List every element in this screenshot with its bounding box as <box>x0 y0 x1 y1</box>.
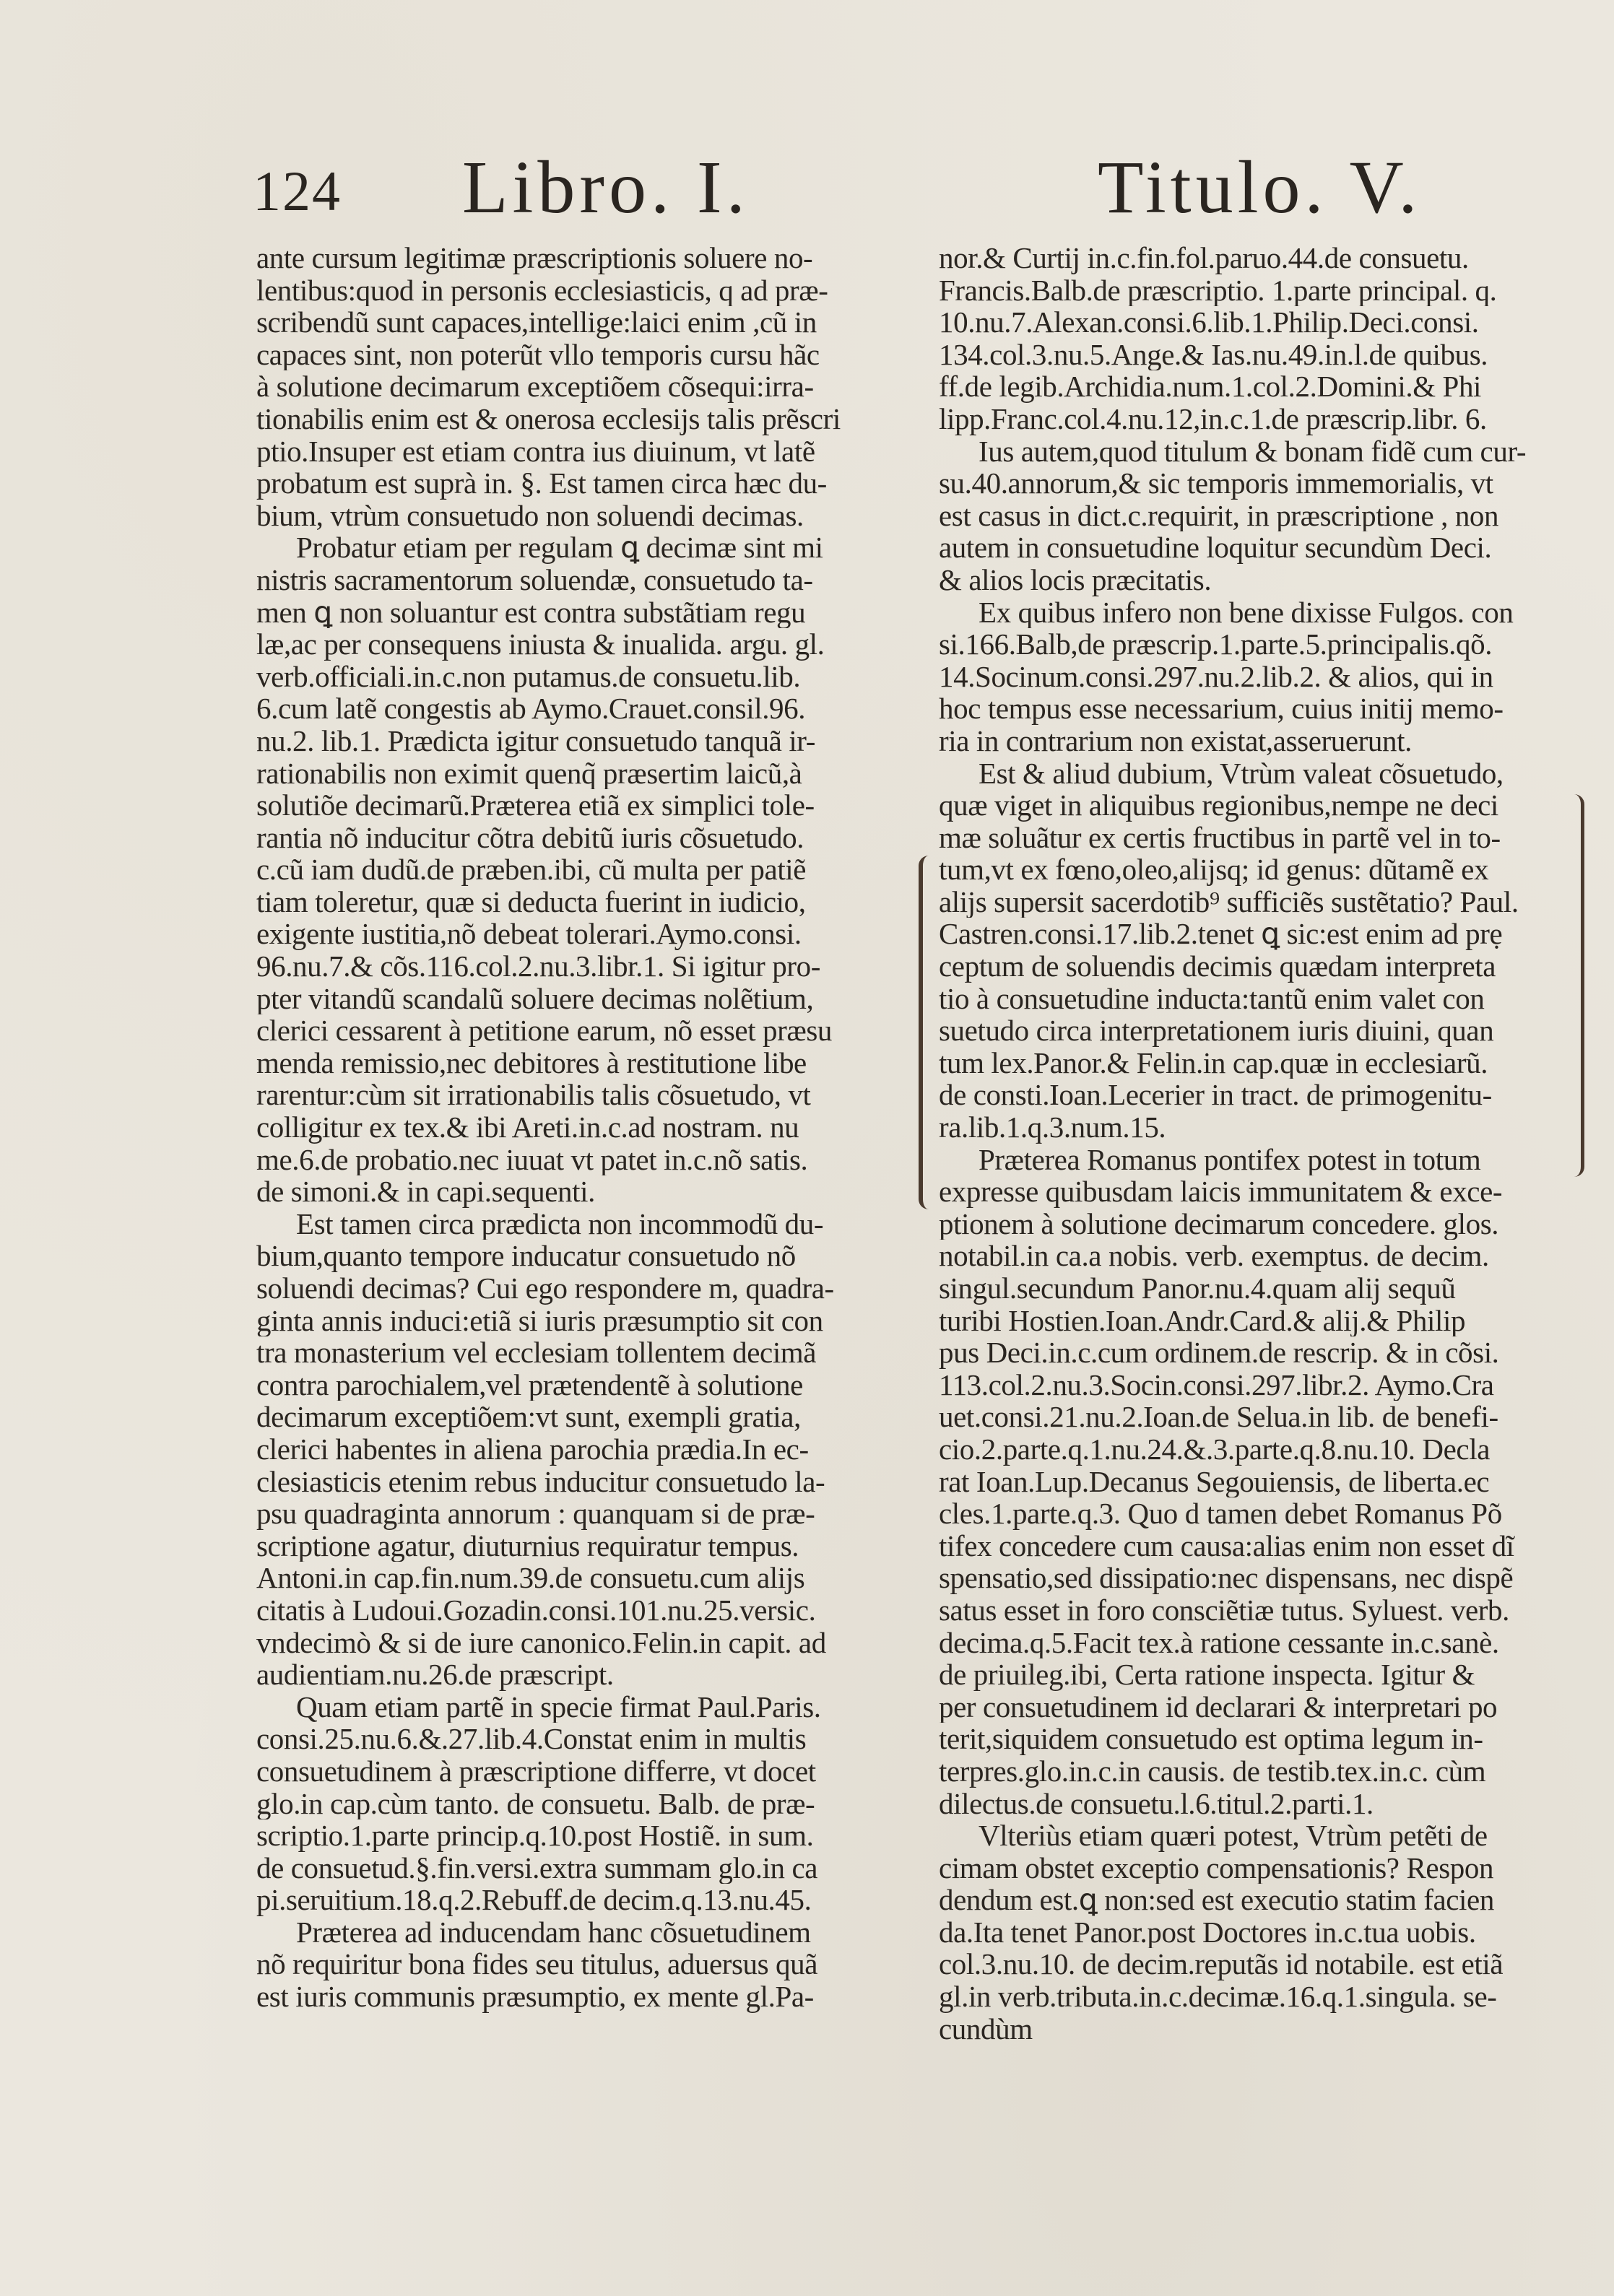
text-line: scriptio.1.parte princip.q.10.post Hostiẽ. in sum. <box>256 1819 814 1852</box>
text-line: tiam toleretur, quæ si deducta fuerint in iudicio, <box>256 885 806 918</box>
text-line: consi.25.nu.6.&.27.lib.4.Constat enim in multis <box>256 1723 807 1755</box>
text-line: Probatur etiam per regulam ꝗ decimæ sint mi <box>296 531 823 564</box>
text-line: ra.lib.1.q.3.num.15. <box>939 1111 1166 1144</box>
text-line: tum lex.Panor.& Felin.in cap.quæ in ecclesiarũ. <box>939 1046 1488 1079</box>
text-line: rationabilis non eximit quenq̃ præsertim laicũ,à <box>256 757 802 790</box>
marginal-bracket-mark-right <box>1571 794 1584 1177</box>
text-line: clerici habentes in aliena parochia prædia.In ec- <box>256 1432 809 1466</box>
text-line: uet.consi.21.nu.2.Ioan.de Selua.in lib. de benefi- <box>939 1401 1498 1433</box>
text-line: à solutione decimarum exceptiõem cõsequi:irra- <box>256 370 814 403</box>
text-line: colligitur ex tex.& ibi Areti.in.c.ad nostram. nu <box>256 1111 799 1144</box>
text-line: su.40.annorum,& sic temporis immemorialis, vt <box>939 467 1493 500</box>
text-line: autem in consuetudine loquitur secundùm Deci. <box>939 531 1492 564</box>
text-line: Est tamen circa prædicta non incommodũ du- <box>296 1207 824 1240</box>
text-line: rantia nõ inducitur cõtra debitũ iuris cõsuetudo. <box>256 821 804 854</box>
text-line: citatis à Ludoui.Gozadin.consi.101.nu.25.versic. <box>256 1593 816 1627</box>
text-line: solutiõe decimarũ.Præterea etiã ex simplici tole- <box>256 789 815 822</box>
text-line: de simoni.& in capi.sequenti. <box>256 1175 595 1208</box>
text-line: Ius autem,quod titulum & bonam fidẽ cum cur- <box>979 435 1527 468</box>
text-line: glo.in cap.cùm tanto. de consuetu. Balb. de præ- <box>256 1787 815 1820</box>
text-line: cundùm <box>939 2012 1033 2045</box>
text-line: psu quadraginta annorum : quanquam si de præ- <box>256 1497 815 1530</box>
text-line: tum,vt ex fœno,oleo,alijsq; id genus: dũtamẽ ex <box>939 853 1489 886</box>
text-line: nistris sacramentorum soluendæ, consuetudo ta- <box>256 563 813 596</box>
text-line: decimarum exceptiõem:vt sunt, exempli gratia, <box>256 1401 801 1433</box>
text-line: exigente iustitia,nõ debeat tolerari.Aymo.consi. <box>256 918 802 951</box>
text-line: Vlteriùs etiam quæri potest, Vtrùm petẽti de <box>979 1819 1488 1852</box>
text-line: Quam etiam partẽ in specie firmat Paul.Paris. <box>296 1690 821 1723</box>
text-line: Francis.Balb.de præscriptio. 1.parte principal. q. <box>939 274 1497 307</box>
text-line: cles.1.parte.q.3. Quo d tamen debet Romanus Põ <box>939 1497 1502 1530</box>
text-line: læ,ac per consequens iniusta & inualida. argu. gl. <box>256 628 825 661</box>
text-line: nu.2. lib.1. Prædicta igitur consuetudo tanquã ir- <box>256 724 815 757</box>
running-head-book: Libro. I. <box>462 146 750 229</box>
text-line: tifex concedere cum causa:alias enim non esset dĩ <box>939 1529 1514 1562</box>
text-line: decima.q.5.Facit tex.à ratione cessante in.c.sanè. <box>939 1626 1499 1659</box>
text-line: consuetudinem à præscriptione differre, vt docet <box>256 1754 816 1788</box>
text-line: pi.seruitium.18.q.2.Rebuff.de decim.q.13.nu.45. <box>256 1884 812 1916</box>
text-line: 96.nu.7.& cõs.116.col.2.nu.3.libr.1. Si igitur pro- <box>256 950 820 983</box>
text-line: clerici cessarent à petitione earum, nõ esset præsu <box>256 1014 833 1047</box>
text-line: de consti.Ioan.Lecerier in tract. de primogenitu- <box>939 1079 1492 1112</box>
text-line: singul.secundum Panor.nu.4.quam alij sequũ <box>939 1272 1456 1305</box>
text-line: soluendi decimas? Cui ego respondere m, quadra- <box>256 1272 834 1305</box>
text-line: tio à consuetudine inducta:tantũ enim valet con <box>939 982 1485 1015</box>
text-line: dendum est.ꝗ non:sed est executio statim facien <box>939 1884 1494 1916</box>
text-line: lentibus:quod in personis ecclesiasticis, q ad præ- <box>256 274 828 307</box>
text-line: de priuileg.ibi, Certa ratione inspecta. Igitur & <box>939 1658 1475 1691</box>
text-line: probatum est suprà in. §. Est tamen circa hæc du- <box>256 467 827 500</box>
text-line: ff.de legib.Archidia.num.1.col.2.Domini.& Phi <box>939 370 1482 403</box>
right-text-column <box>939 242 1574 2045</box>
text-line: hoc tempus esse necessarium, cuius initij memo- <box>939 692 1504 725</box>
text-line: pus Deci.in.c.cum ordinem.de rescrip. & in cõsi. <box>939 1336 1499 1369</box>
text-line: satus esset in foro consciẽtiæ tutus. Syluest. verb. <box>939 1593 1509 1627</box>
text-line: bium, vtrùm consuetudo non soluendi decimas. <box>256 499 804 532</box>
text-line: scriptione agatur, diuturnius requiratur tempus. <box>256 1529 799 1562</box>
text-line: rat Ioan.Lup.Decanus Segouiensis, de liberta.ec <box>939 1465 1490 1498</box>
text-line: scribendũ sunt capaces,intellige:laici enim ,cũ in <box>256 306 817 339</box>
text-line: Est & aliud dubium, Vtrùm valeat cõsuetudo, <box>979 757 1504 790</box>
text-line: ptionem à solutione decimarum concedere. glos. <box>939 1207 1499 1240</box>
text-line: lipp.Franc.col.4.nu.12,in.c.1.de præscrip.libr. 6. <box>939 402 1487 435</box>
text-line: cio.2.parte.q.1.nu.24.&.3.parte.q.8.nu.10. Decla <box>939 1432 1491 1466</box>
text-line: terpres.glo.in.c.in causis. de testib.tex.in.c. cùm <box>939 1754 1486 1788</box>
marginal-bracket-mark <box>919 856 936 1209</box>
text-line: est casus in dict.c.requirit, in præscriptione , non <box>939 499 1499 532</box>
text-line: quæ viget in aliquibus regionibus,nempe ne deci <box>939 789 1498 822</box>
text-line: 10.nu.7.Alexan.consi.6.lib.1.Philip.Deci.consi. <box>939 306 1479 339</box>
text-line: spensatio,sed dissipatio:nec dispensans, nec dispẽ <box>939 1562 1514 1594</box>
text-line: per consuetudinem id declarari & interpretari po <box>939 1690 1498 1723</box>
text-line: Præterea Romanus pontifex potest in totum <box>979 1143 1481 1176</box>
text-line: ceptum de soluendis decimis quædam interpreta <box>939 950 1496 983</box>
text-line: notabil.in ca.a nobis. verb. exemptus. de decim. <box>939 1240 1489 1272</box>
text-line: rarentur:cùm sit irrationabilis talis cõsuetudo, vt <box>256 1079 811 1112</box>
text-line: Præterea ad inducendam hanc cõsuetudinem <box>296 1915 811 1949</box>
text-line: pter vitandũ scandalũ soluere decimas nolẽtium, <box>256 982 814 1015</box>
text-line: tionabilis enim est & onerosa ecclesijs talis prẽscri <box>256 402 841 435</box>
running-head-title: Titulo. V. <box>1098 146 1422 229</box>
text-line: verb.officiali.in.c.non putamus.de consuetu.lib. <box>256 660 801 693</box>
text-line: nor.& Curtij in.c.fin.fol.paruo.44.de consuetu. <box>939 242 1469 274</box>
text-line: ginta annis induci:etiã si iuris præsumptio sit con <box>256 1304 823 1337</box>
text-line: da.Ita tenet Panor.post Doctores in.c.tua uobis. <box>939 1915 1476 1949</box>
text-line: ante cursum legitimæ præscriptionis soluere no- <box>256 242 813 274</box>
text-line: 134.col.3.nu.5.Ange.& Ias.nu.49.in.l.de quibus. <box>939 338 1488 371</box>
text-line: menda remissio,nec debitores à restitutione libe <box>256 1046 807 1079</box>
text-line: capaces sint, non poterũt vllo temporis cursu hãc <box>256 338 820 371</box>
text-line: vndecimò & si de iure canonico.Felin.in capit. ad <box>256 1626 826 1659</box>
text-line: 113.col.2.nu.3.Socin.consi.297.libr.2. Aymo.Cra <box>939 1368 1494 1401</box>
text-line: ria in contrarium non existat,asseruerunt. <box>939 724 1412 757</box>
text-line: si.166.Balb,de præscrip.1.parte.5.principalis.qõ. <box>939 628 1493 661</box>
text-line: me.6.de probatio.nec iuuat vt patet in.c.nõ satis. <box>256 1143 808 1176</box>
text-line: expresse quibusdam laicis immunitatem & exce- <box>939 1175 1503 1208</box>
text-line: dilectus.de consuetu.l.6.titul.2.parti.1. <box>939 1787 1374 1820</box>
text-line: cimam obstet exceptio compensationis? Respon <box>939 1851 1494 1884</box>
text-line: 14.Socinum.consi.297.nu.2.lib.2. & alios, qui in <box>939 660 1493 693</box>
text-line: audientiam.nu.26.de præscript. <box>256 1658 614 1691</box>
text-line: nõ requiritur bona fides seu titulus, aduersus quã <box>256 1948 818 1981</box>
text-line: men ꝗ non soluantur est contra substãtiam regu <box>256 596 806 629</box>
text-line: & alios locis præcitatis. <box>939 563 1212 596</box>
text-line: gl.in verb.tributa.in.c.decimæ.16.q.1.singula. se- <box>939 1980 1497 2013</box>
text-line: suetudo circa interpretationem iuris diuini, quan <box>939 1014 1494 1047</box>
text-line: terit,siquidem consuetudo est optima legum in- <box>939 1723 1483 1755</box>
text-line: de consuetud.§.fin.versi.extra summam glo.in ca <box>256 1851 818 1884</box>
text-line: alijs supersit sacerdotib⁹ sufficiẽs sustẽtatio? Paul. <box>939 885 1519 918</box>
text-line: tra monasterium vel ecclesiam tollentem decimã <box>256 1336 817 1369</box>
text-line: col.3.nu.10. de decim.reputãs id notabile. est etiã <box>939 1948 1504 1981</box>
text-line: clesiasticis etenim rebus inducitur consuetudo la- <box>256 1465 825 1498</box>
text-line: c.cũ iam dudũ.de præben.ibi, cũ multa per patiẽ <box>256 853 807 886</box>
text-line: mæ soluãtur ex certis fructibus in partẽ vel in to- <box>939 821 1501 854</box>
text-line: contra parochialem,vel prætendentẽ à solutione <box>256 1368 803 1401</box>
page-number: 124 <box>253 160 342 222</box>
left-text-column <box>256 242 892 2013</box>
text-line: bium,quanto tempore inducatur consuetudo nõ <box>256 1240 796 1272</box>
text-line: Antoni.in cap.fin.num.39.de consuetu.cum alijs <box>256 1562 805 1594</box>
text-line: ptio.Insuper est etiam contra ius diuinum, vt latẽ <box>256 435 815 468</box>
text-line: est iuris communis præsumptio, ex mente gl.Pa- <box>256 1980 814 2013</box>
text-line: Castren.consi.17.lib.2.tenet ꝗ sic:est enim ad prẹ <box>939 918 1503 951</box>
text-line: Ex quibus infero non bene dixisse Fulgos. con <box>979 596 1514 629</box>
text-line: turibi Hostien.Ioan.Andr.Card.& alij.& Philip <box>939 1304 1466 1337</box>
text-line: 6.cum latẽ congestis ab Aymo.Crauet.consil.96. <box>256 692 806 725</box>
running-header <box>253 146 1423 238</box>
